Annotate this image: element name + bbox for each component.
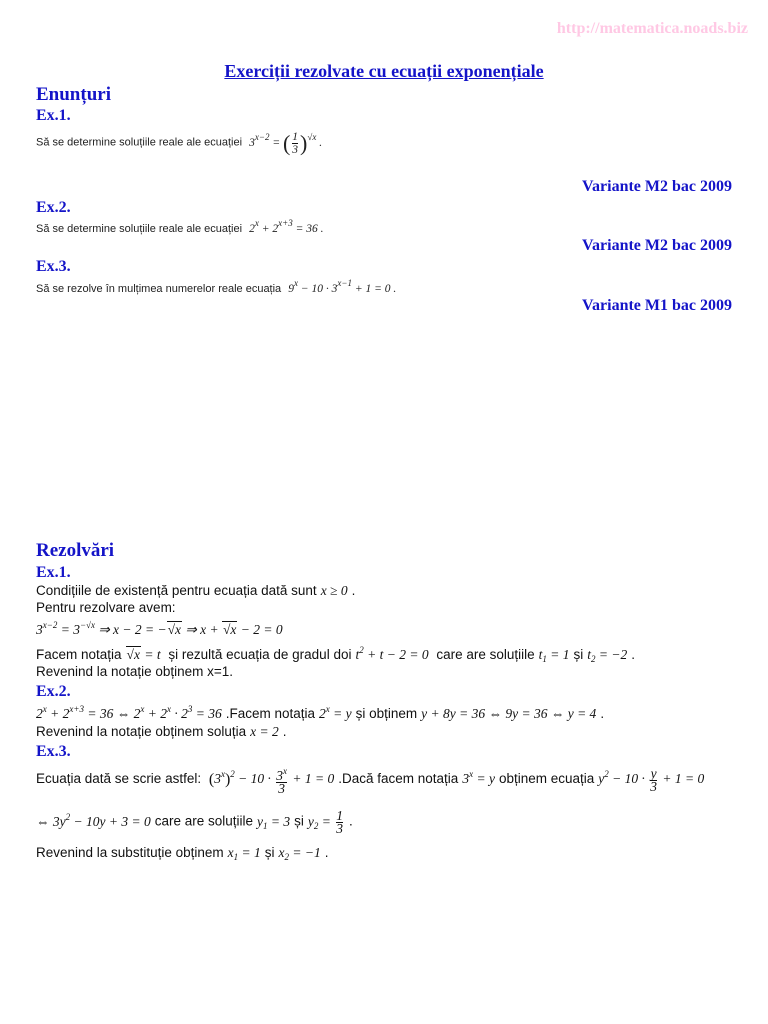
solutions-heading: Rezolvări bbox=[36, 540, 115, 561]
statement-ex3-text: Să se rezolve în mulțimea numerelor reale ecuația bbox=[36, 283, 282, 295]
statement-ex2-source: Variante M2 bac 2009 bbox=[581, 237, 732, 254]
statement-ex1-source: Variante M2 bac 2009 bbox=[581, 178, 732, 195]
solution-ex1-line2: Pentru rezolvare avem: bbox=[36, 600, 176, 615]
page-title: Exerciții rezolvate cu ecuații exponențiale bbox=[224, 61, 544, 81]
statement-ex3-source: Variante M1 bac 2009 bbox=[581, 297, 732, 314]
solution-ex3-line2: ⇔ $3y^2 - 10y + 3 = 0$ care are soluțiile $y_1 = 3$ și $y_2$ = $\frac{1}{3}$ . bbox=[36, 808, 353, 836]
solution-ex1-line5: Revenind la notație obținem x=1. bbox=[36, 664, 234, 679]
equation-ex1: $3^{x-2}$ = ( $\frac{1}{3}$ )$^{√x}$ . bbox=[249, 130, 323, 156]
statement-ex1-label: Ex.1. bbox=[36, 107, 71, 124]
solution-ex3-line1: Ecuația dată se scrie astfel: $(3^x)^2 - 10$ · $\frac{3^x}{3}$ + 1 = 0 .Dacă facem notația $3^x = y$ obținem ecuația $y^2 - 10$ · $\frac{y}{3}$ + 1 = 0 bbox=[36, 765, 705, 796]
statement-ex3 bbox=[36, 278, 400, 295]
solution-ex2-label: Ex.2. bbox=[36, 683, 71, 700]
site-url[interactable]: http://matematica.noads.biz bbox=[556, 20, 748, 37]
solution-ex2-line2: Revenind la notație obținem soluția x = 2 . bbox=[36, 724, 287, 739]
equation-ex2: $2^x + 2^{x+3} = 36$ . bbox=[249, 218, 324, 235]
statement-ex2-text: Să se determine soluțiile reale ale ecuației bbox=[36, 223, 243, 235]
solution-ex1-line4: Facem notația √x = t și rezultă ecuația de gradul doi $t^2 + t - 2 = 0$ care are soluțiile $t_1 = 1$ și $t_2 = -2$ . bbox=[36, 645, 636, 664]
solution-ex1-line3: $3^{x-2} = 3^{-√x}$ ⇒ x − 2 = −√x ⇒ x + √x − 2 = 0 bbox=[36, 620, 283, 637]
statements-heading: Enunțuri bbox=[36, 84, 111, 105]
solution-ex3-line3: Revenind la substituție obținem $x_1 = 1$ și $x_2 = -1$ . bbox=[36, 845, 329, 862]
statement-ex1-text: Să se determine soluțiile reale ale ecuației bbox=[36, 136, 243, 149]
statement-ex2 bbox=[36, 218, 327, 235]
statement-ex3-label: Ex.3. bbox=[36, 258, 71, 275]
statement-ex1 bbox=[36, 130, 326, 156]
solution-ex3-label: Ex.3. bbox=[36, 743, 71, 760]
solution-ex2-line1: $2^x + 2^{x+3} = 36$ ⇔ $2^x + 2^x \cdot 2^3 = 36$ .Facem notația $2^x = y$ și obținem y + 8y = 36 ⇔ 9y = 36 ⇔ y = 4 . bbox=[36, 704, 605, 721]
statement-ex2-label: Ex.2. bbox=[36, 199, 71, 216]
solution-ex1-line1: Condițiile de existență pentru ecuația dată sunt x ≥ 0 . bbox=[36, 583, 356, 598]
solution-ex1-label: Ex.1. bbox=[36, 564, 71, 581]
equation-ex3: $9^x - 10 \cdot 3^{x-1} + 1 = 0$ . bbox=[288, 278, 397, 295]
